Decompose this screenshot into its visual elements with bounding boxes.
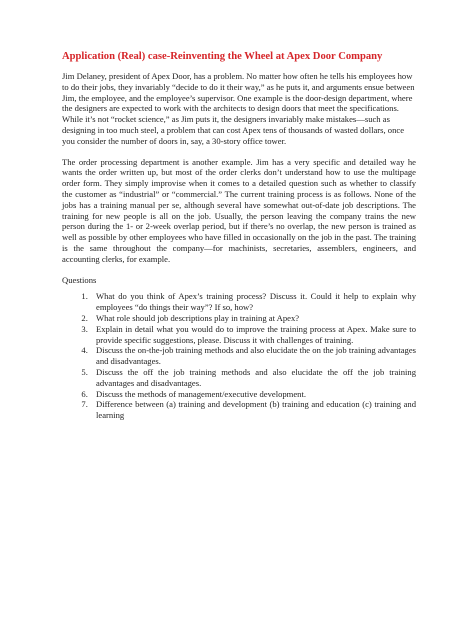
case-title: Application (Real) case-Reinventing the Wheel at Apex Door Company (62, 51, 383, 62)
question-item: 5. Discuss the off the job training methods and also elucidate the off the job training advantages and disadvantages. (90, 367, 416, 389)
question-item: 4. Discuss the on-the-job training methods and also elucidate the on the job training advantages and disadvantages. (90, 345, 416, 367)
questions-heading: Questions (62, 274, 97, 285)
question-item: 6. Discuss the methods of management/executive development. (90, 389, 416, 400)
paragraph-order-processing: The order processing department is another example. Jim has a very specific and detailed way he wants the order written up, but most of the order clerks don’t understand how to use the multipage order form. They simply improvise when it comes to a detailed question such as whether to classify the customer as “industrial” or “commercial.” The current training process is as follows. None of the jobs has a training manual per se, although several have somewhat out-of-date job descriptions. The training for new people is all on the job. Usually, the person leaving the company trains the new person during the 1- or 2-week overlap period, but if there’s no overlap, the new person is trained as well as possible by other employees who have filled in occasionally on the job in the past. The training is the same throughout the company—for machinists, secretaries, assemblers, engineers, and accounting clerks, for example. (62, 156, 416, 264)
question-item: 7. Difference between (a) training and development (b) training and education (c) training and learning (90, 399, 416, 421)
questions-list (62, 291, 416, 421)
question-item: 3. Explain in detail what you would do to improve the training process at Apex. Make sure to provide specific suggestions, please. Discuss it with challenges of training. (90, 324, 416, 346)
question-item: 1. What do you think of Apex’s training process? Discuss it. Could it help to explain why employees “do things their way”? If so, how? (90, 291, 416, 313)
paragraph-intro: Jim Delaney, president of Apex Door, has a problem. No matter how often he tells his employees how to do their jobs, they invariably “decide to do it their way,” as he puts it, and arguments ensue between Jim, the employee, and the employee’s supervisor. One example is the door-design department, where the designers are expected to work with the architects to design doors that meet the specifications. While it’s not “rocket science,” as Jim puts it, the designers invariably make mistakes—such as designing in too much steel, a problem that can cost Apex tens of thousands of wasted dollars, once you consider the number of doors in, say, a 30-story office tower. (62, 71, 415, 146)
question-item: 2. What role should job descriptions play in training at Apex? (90, 313, 416, 324)
document-body (62, 50, 416, 421)
